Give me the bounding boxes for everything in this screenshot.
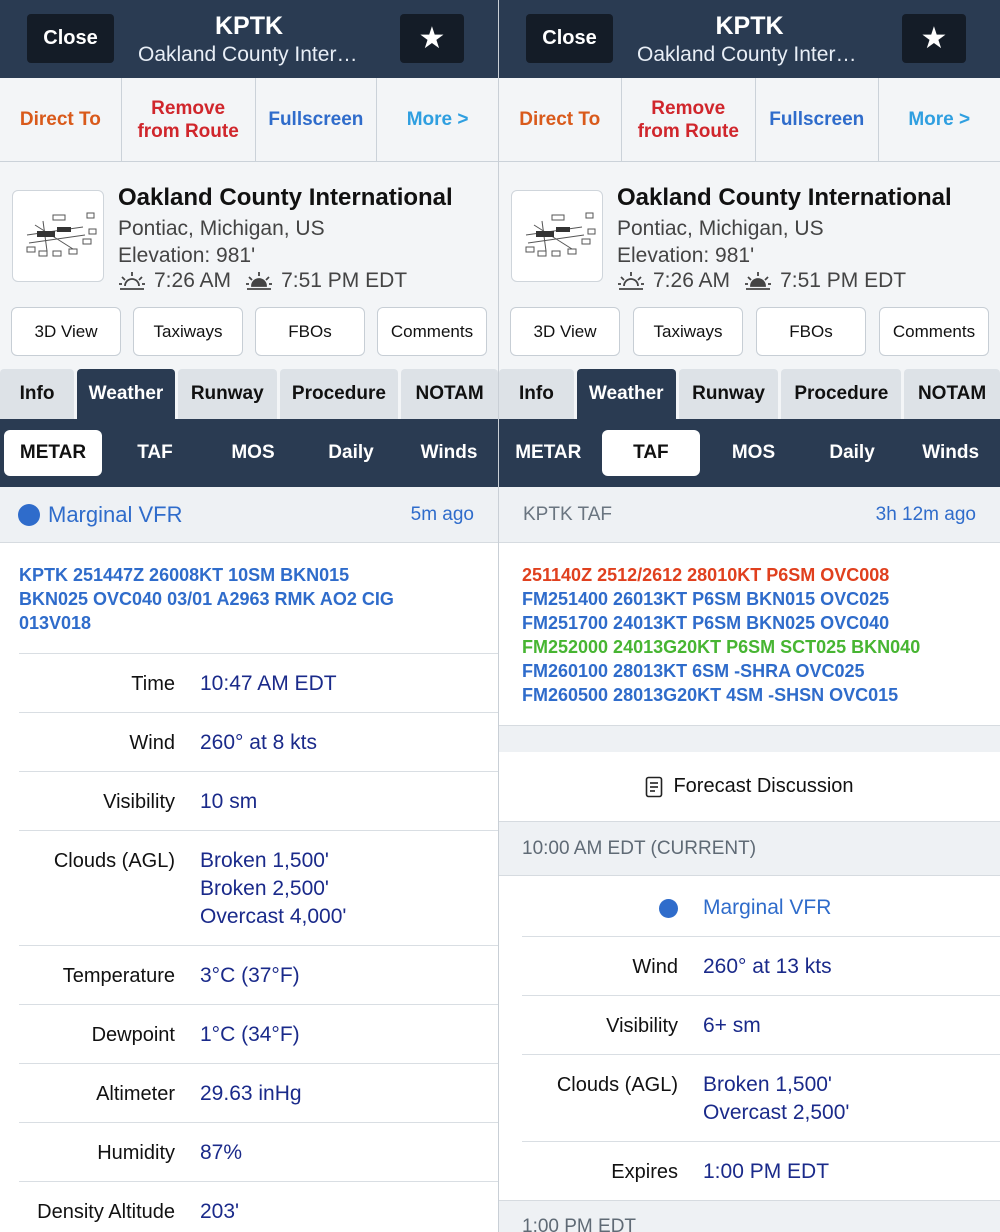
action-bar (0, 78, 498, 162)
close-button[interactable]: Close (27, 14, 114, 63)
raw-metar-line: BKN025 OVC040 03/01 A2963 RMK AO2 CIG (19, 589, 394, 609)
subtab-winds[interactable]: Winds (420, 442, 478, 463)
sunrise-time: 7:26 AM (154, 269, 232, 292)
report-age: 5m ago (410, 503, 474, 525)
forecast-discussion-label: Forecast Discussion (673, 775, 854, 797)
forecast-discussion-button[interactable] (499, 752, 1000, 822)
favorite-button[interactable] (902, 14, 966, 63)
airport-location: Pontiac, Michigan, US (617, 217, 824, 240)
row-label: Clouds (AGL) (556, 1074, 678, 1096)
row-label: Clouds (AGL) (53, 850, 175, 872)
sunrise-time: 7:26 AM (653, 269, 731, 292)
airport-button-row (510, 307, 989, 356)
metar-row-time (19, 653, 498, 712)
subtab-metar[interactable]: METAR (515, 442, 582, 463)
tab-notam[interactable]: NOTAM (401, 369, 498, 419)
flight-category: Marginal VFR (703, 896, 832, 919)
remove-from-route-button[interactable] (122, 78, 256, 161)
airport-code: KPTK (715, 12, 784, 40)
flight-category-dot-icon (659, 899, 678, 918)
action-bar (499, 78, 1000, 162)
row-value: 1°C (34°F) (200, 1023, 300, 1046)
row-label: Visibility (103, 791, 175, 813)
raw-metar (0, 543, 498, 635)
sunset-icon (245, 270, 273, 292)
raw-taf (499, 543, 1000, 707)
more-button[interactable]: More > (908, 109, 971, 130)
row-value: 6+ sm (703, 1014, 761, 1037)
metar-row-visibility (19, 771, 498, 830)
direct-to-button[interactable]: Direct To (0, 78, 122, 161)
taxiways-button[interactable]: Taxiways (133, 307, 243, 356)
row-value: 87% (200, 1141, 243, 1164)
metar-row-humidity (19, 1122, 498, 1181)
metar-row-wind (19, 712, 498, 771)
weather-subtabs (499, 419, 1000, 487)
sun-times (118, 269, 407, 293)
tab-notam[interactable]: NOTAM (904, 369, 1000, 419)
tab-info[interactable]: Info (0, 369, 74, 419)
metar-row-dewpoint (19, 1004, 498, 1063)
tab-info[interactable]: Info (499, 369, 574, 419)
raw-metar-line: KPTK 251447Z 26008KT 10SM BKN015 (19, 565, 350, 585)
cloud-layer: Broken 2,500' (200, 877, 329, 900)
3d-view-button[interactable]: 3D View (510, 307, 620, 356)
taf-row-wind (522, 936, 1000, 995)
subtab-daily[interactable]: Daily (328, 442, 374, 463)
tab-runway[interactable]: Runway (679, 369, 779, 419)
fullscreen-button[interactable]: Fullscreen (256, 78, 378, 161)
close-button[interactable]: Close (526, 14, 613, 63)
section-spacer (499, 725, 1000, 752)
tab-weather[interactable]: Weather (577, 369, 676, 419)
raw-taf-line: FM252000 24013G20KT P6SM SCT025 BKN040 (522, 637, 921, 657)
remove-from-route-button[interactable] (622, 78, 757, 161)
airport-info (499, 162, 1000, 369)
airport-diagram-thumbnail[interactable] (511, 190, 603, 282)
flight-category-dot-icon (18, 504, 40, 526)
tab-procedure[interactable]: Procedure (280, 369, 399, 419)
main-tabs (499, 369, 1000, 419)
metar-row-clouds (19, 830, 498, 945)
metar-row-density-altitude (19, 1181, 498, 1232)
metar-decoded (19, 653, 498, 1232)
comments-button[interactable]: Comments (879, 307, 989, 356)
row-label: Wind (632, 956, 678, 978)
taf-row-expires (522, 1141, 1000, 1200)
row-value: 29.63 inHg (200, 1082, 302, 1105)
taf-screen (498, 0, 1000, 1232)
taf-row-visibility (522, 995, 1000, 1054)
metar-row-temperature (19, 945, 498, 1004)
fbos-button[interactable]: FBOs (756, 307, 866, 356)
row-value: 3°C (37°F) (200, 964, 300, 987)
sunset-time: 7:51 PM EDT (281, 269, 408, 292)
airport-diagram-icon (512, 191, 604, 283)
cloud-layer: Overcast 4,000' (200, 905, 347, 928)
sunrise-icon (617, 270, 645, 292)
fullscreen-button[interactable]: Fullscreen (756, 78, 879, 161)
airport-elevation: Elevation: 981' (617, 244, 755, 267)
sun-times (617, 269, 906, 293)
airport-button-row (11, 307, 487, 356)
airport-diagram-thumbnail[interactable] (12, 190, 104, 282)
more-button[interactable]: More > (406, 109, 469, 130)
taf-label: KPTK TAF (523, 503, 613, 525)
subtab-daily[interactable]: Daily (829, 442, 875, 463)
subtab-metar[interactable]: METAR (4, 430, 102, 476)
cloud-layer: Overcast 2,500' (703, 1101, 850, 1124)
row-label: Expires (611, 1161, 678, 1183)
raw-taf-line: FM251700 24013KT P6SM BKN025 OVC040 (522, 613, 890, 633)
airport-location: Pontiac, Michigan, US (118, 217, 325, 240)
airport-name: Oakland County International (118, 184, 453, 211)
raw-taf-line: FM260500 28013G20KT 4SM -SHSN OVC015 (522, 685, 899, 705)
airport-name: Oakland County International (617, 184, 952, 211)
flight-category-bar (0, 487, 498, 543)
subtab-winds[interactable]: Winds (922, 442, 980, 463)
remove-label: Remove from Route (137, 97, 239, 142)
row-label: Humidity (97, 1142, 175, 1164)
row-label: Time (131, 673, 175, 695)
row-value: 260° at 13 kts (703, 955, 832, 978)
subtab-mos[interactable]: MOS (231, 442, 275, 463)
sunrise-icon (118, 270, 146, 292)
taf-decoded (522, 876, 1000, 1200)
row-label (522, 894, 678, 922)
cloud-layer: Broken 1,500' (200, 849, 329, 872)
row-value: 1:00 PM EDT (703, 1160, 830, 1183)
row-value: 203' (200, 1200, 240, 1223)
subtab-mos[interactable]: MOS (731, 442, 776, 463)
weather-subtabs (0, 419, 498, 487)
star-icon: ★ (920, 22, 948, 55)
row-label: Altimeter (96, 1083, 175, 1105)
sunset-time: 7:51 PM EDT (780, 269, 907, 292)
row-value: 260° at 8 kts (200, 731, 317, 754)
airport-elevation: Elevation: 981' (118, 244, 256, 267)
forecast-period-header: 10:00 AM EDT (CURRENT) (499, 822, 1000, 876)
favorite-button[interactable] (400, 14, 464, 63)
row-value: 10:47 AM EDT (200, 672, 337, 695)
row-value: 10 sm (200, 790, 258, 813)
flight-category: Marginal VFR (48, 501, 183, 527)
airport-info (0, 162, 498, 369)
tab-weather[interactable]: Weather (77, 369, 175, 419)
raw-taf-line: 251140Z 2512/2612 28010KT P6SM OVC008 (522, 565, 890, 585)
sunset-icon (744, 270, 772, 292)
row-label: Wind (129, 732, 175, 754)
raw-taf-line: FM251400 26013KT P6SM BKN015 OVC025 (522, 589, 890, 609)
taf-header-bar (499, 487, 1000, 543)
airport-diagram-icon (13, 191, 105, 283)
taf-row-clouds (522, 1054, 1000, 1141)
metar-screen (0, 0, 498, 1232)
raw-metar-line: 013V018 (19, 613, 92, 633)
row-label: Dewpoint (91, 1024, 175, 1046)
report-age: 3h 12m ago (875, 503, 976, 525)
star-icon: ★ (418, 22, 446, 55)
row-value (175, 847, 346, 931)
3d-view-button[interactable]: 3D View (11, 307, 121, 356)
fbos-button[interactable]: FBOs (255, 307, 365, 356)
header (0, 0, 498, 78)
tab-procedure[interactable]: Procedure (781, 369, 901, 419)
main-tabs (0, 369, 498, 419)
tab-runway[interactable]: Runway (178, 369, 277, 419)
direct-to-button[interactable]: Direct To (499, 78, 622, 161)
forecast-period-header: 1:00 PM EDT (499, 1200, 1000, 1232)
airport-short-name: Oakland County Inter… (637, 43, 857, 66)
taxiways-button[interactable]: Taxiways (633, 307, 743, 356)
metar-row-altimeter (19, 1063, 498, 1122)
airport-code: KPTK (214, 12, 284, 40)
row-label: Temperature (62, 965, 175, 987)
taf-row-category (522, 876, 1000, 936)
row-value (678, 1071, 849, 1127)
row-label: Visibility (606, 1015, 678, 1037)
airport-short-name: Oakland County Inter… (138, 43, 358, 66)
remove-label: Remove from Route (637, 97, 739, 142)
document-icon (645, 776, 663, 798)
header (499, 0, 1000, 78)
cloud-layer: Broken 1,500' (703, 1073, 832, 1096)
comments-button[interactable]: Comments (377, 307, 487, 356)
subtab-taf[interactable]: TAF (137, 442, 173, 463)
row-label: Density Altitude (37, 1201, 175, 1223)
raw-taf-line: FM260100 28013KT 6SM -SHRA OVC025 (522, 661, 865, 681)
subtab-taf[interactable]: TAF (602, 430, 701, 476)
